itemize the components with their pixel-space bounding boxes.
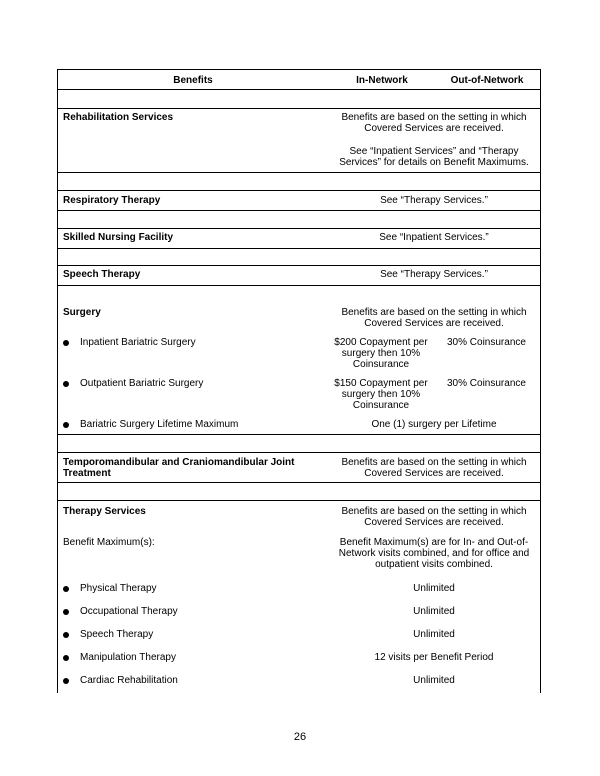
rehabilitation-text-2a: See “Inpatient Services” and “Therapy — [349, 146, 519, 157]
therapy-item-label: Physical Therapy — [80, 583, 157, 594]
page-number: 26 — [293, 731, 307, 743]
therapy-item-value: Unlimited — [413, 675, 455, 686]
bullet-icon — [63, 632, 69, 638]
bariatric-lifetime-value: One (1) surgery per Lifetime — [371, 419, 497, 430]
inpatient-bariatric-label: Inpatient Bariatric Surgery — [80, 337, 196, 348]
therapy-text-a: Benefits are based on the setting in which — [341, 506, 527, 517]
table-rule — [57, 500, 541, 501]
inpatient-bariatric-in-b: surgery then 10% — [341, 348, 421, 359]
outpatient-bariatric-in-c: Coinsurance — [352, 400, 410, 411]
table-rule — [57, 228, 541, 229]
benefit-maximum-text-c: outpatient visits combined. — [375, 559, 493, 570]
outpatient-bariatric-out: 30% Coinsurance — [447, 378, 526, 389]
outpatient-bariatric-in-a: $150 Copayment per — [334, 378, 428, 389]
respiratory-title: Respiratory Therapy — [63, 195, 161, 206]
bullet-icon — [63, 609, 69, 615]
table-rule — [57, 265, 541, 266]
rehabilitation-text-2b: Services” for details on Benefit Maximums. — [339, 157, 529, 168]
therapy-item-value: Unlimited — [413, 583, 455, 594]
skilled-nursing-value: See “Inpatient Services.” — [379, 232, 489, 243]
inpatient-bariatric-in-c: Coinsurance — [352, 359, 410, 370]
inpatient-bariatric-in-a: $200 Copayment per — [334, 337, 428, 348]
therapy-item-label: Cardiac Rehabilitation — [80, 675, 178, 686]
skilled-nursing-title: Skilled Nursing Facility — [63, 232, 174, 243]
bariatric-lifetime-label: Bariatric Surgery Lifetime Maximum — [80, 419, 239, 430]
therapy-text-b: Covered Services are received. — [364, 517, 504, 528]
header-benefits: Benefits — [173, 75, 213, 86]
table-rule — [57, 108, 541, 109]
table-rule — [57, 248, 541, 249]
therapy-item-value: 12 visits per Benefit Period — [374, 652, 494, 663]
table-rule — [57, 89, 541, 90]
benefit-maximum-label: Benefit Maximum(s): — [63, 537, 155, 548]
surgery-text-b: Covered Services are received. — [364, 318, 504, 329]
table-rule — [57, 434, 541, 435]
therapy-item-label: Speech Therapy — [80, 629, 154, 640]
respiratory-value: See “Therapy Services.” — [380, 195, 488, 206]
rehabilitation-title: Rehabilitation Services — [63, 112, 174, 123]
inpatient-bariatric-out: 30% Coinsurance — [447, 337, 526, 348]
speech-value: See “Therapy Services.” — [380, 269, 488, 280]
therapy-item-label: Manipulation Therapy — [80, 652, 176, 663]
bullet-icon — [63, 678, 69, 684]
benefit-maximum-text-a: Benefit Maximum(s) are for In- and Out-of- — [339, 537, 529, 548]
table-rule — [57, 172, 541, 173]
bullet-icon — [63, 655, 69, 661]
outpatient-bariatric-label: Outpatient Bariatric Surgery — [80, 378, 204, 389]
rehabilitation-text-1b: Covered Services are received. — [364, 123, 504, 134]
table-rule — [57, 452, 541, 453]
tmj-title-a: Temporomandibular and Craniomandibular Joint — [63, 457, 295, 468]
header-in-network: In-Network — [356, 75, 408, 86]
tmj-text-b: Covered Services are received. — [364, 468, 504, 479]
speech-title: Speech Therapy — [63, 269, 141, 280]
tmj-title-b: Treatment — [63, 468, 111, 479]
bullet-icon — [63, 340, 69, 346]
surgery-text-a: Benefits are based on the setting in which — [341, 307, 527, 318]
bullet-icon — [63, 422, 69, 428]
bullet-icon — [63, 381, 69, 387]
bullet-icon — [63, 586, 69, 592]
therapy-title: Therapy Services — [63, 506, 146, 517]
table-rule — [57, 285, 541, 286]
rehabilitation-text-1a: Benefits are based on the setting in which — [341, 112, 527, 123]
benefit-maximum-text-b: Network visits combined, and for office and — [338, 548, 530, 559]
header-out-of-network: Out-of-Network — [450, 75, 524, 86]
therapy-item-value: Unlimited — [413, 606, 455, 617]
therapy-item-value: Unlimited — [413, 629, 455, 640]
table-rule — [57, 482, 541, 483]
therapy-item-label: Occupational Therapy — [80, 606, 178, 617]
outpatient-bariatric-in-b: surgery then 10% — [341, 389, 421, 400]
table-rule — [57, 190, 541, 191]
tmj-text-a: Benefits are based on the setting in which — [341, 457, 527, 468]
surgery-title: Surgery — [63, 307, 101, 318]
table-rule — [57, 210, 541, 211]
